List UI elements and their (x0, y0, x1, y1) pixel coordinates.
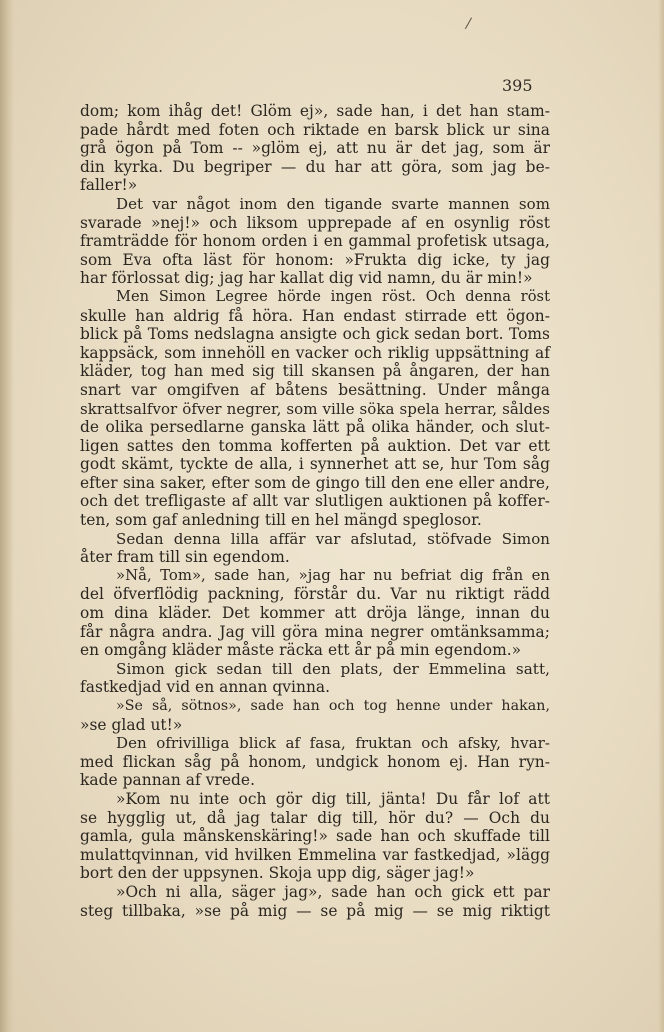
text-line: »Se så, sötnos», sade han och tog henne under hakan, (116, 698, 550, 714)
text-line: »Och ni alla, säger jag», sade han och gick ett par (116, 882, 550, 901)
binding-gutter (0, 0, 14, 1032)
text-line: Men Simon Legree hörde ingen röst. Och denna röst (116, 287, 550, 305)
text-line: skulle han aldrig få höra. Han endast stirrade ett ögon- (80, 306, 550, 325)
text-line: svarade »nej!» och liksom upprepade af en osynlig röst (80, 213, 550, 232)
text-line: om dina kläder. Det kommer att dröja länge, innan du (80, 604, 550, 623)
text-line: har förlossat dig; jag har kallat dig vid namn, du är min!» (80, 269, 533, 288)
text-line: Det var något inom den tigande svarte mannen som (116, 194, 550, 213)
text-line: dom; kom ihåg det! Glöm ej», sade han, i det han stam- (80, 102, 550, 120)
page-number: 395 (502, 76, 533, 95)
body-text (80, 102, 550, 920)
text-line: pade hårdt med foten och riktade en barsk blick ur sina (80, 120, 550, 139)
text-line: steg tillbaka, »se på mig — se på mig — se mig riktigt (80, 901, 550, 920)
text-line: som Eva ofta läst för honom: »Frukta dig icke, ty jag (80, 250, 550, 269)
text-line: en omgång kläder måste räcka ett år på min egendom.» (80, 641, 522, 660)
text-line: kade pannan af vrede. (80, 771, 256, 790)
text-line: och det trefligaste af allt var slutligen auktionen på koffer- (80, 492, 550, 511)
text-line: »se glad ut!» (80, 715, 183, 734)
text-line: »Kom nu inte och gör dig till, jänta! Du får lof att (116, 789, 550, 808)
stray-pencil-mark: / (464, 13, 473, 33)
text-line: åter fram till sin egendom. (80, 548, 290, 567)
page-edge (658, 0, 664, 1032)
text-line: de olika persedlarne ganska lätt på olika händer, och slut- (80, 418, 550, 437)
text-line: efter sina saker, efter som de gingo till den ene eller andre, (80, 473, 550, 492)
text-line: Simon gick sedan till den plats, der Emmelina satt, (116, 659, 550, 678)
text-line: faller!» (80, 176, 138, 195)
text-line: får några andra. Jag vill göra mina negrer omtänksamma; (80, 622, 550, 641)
text-line: godt skämt, tyckte de alla, i synnerhet att se, hur Tom såg (80, 455, 550, 474)
text-line: ligen sattes den tomma kofferten på auktion. Det var ett (80, 436, 550, 455)
text-line: fastkedjad vid en annan qvinna. (80, 678, 331, 697)
text-line: grå ögon på Tom -- »glöm ej, att nu är det jag, som är (80, 139, 550, 158)
text-line: Den ofrivilliga blick af fasa, fruktan och afsky, hvar- (116, 734, 550, 753)
text-line: framträdde för honom orden i en gammal profetisk utsaga, (80, 232, 550, 251)
text-line: din kyrka. Du begriper — du har att göra, som jag be- (80, 157, 550, 176)
text-line: kappsäck, som innehöll en vacker och riklig uppsättning af (80, 343, 550, 362)
text-line: snart var omgifven af båtens besättning. Under många (80, 380, 550, 399)
text-line: »Nå, Tom», sade han, »jag har nu befriat dig från en (116, 566, 550, 584)
text-line: gamla, gula månskenskäring!» sade han och skuffade till (80, 827, 550, 846)
text-line: med flickan såg på honom, undgick honom ej. Han ryn- (80, 752, 550, 771)
text-line: bort den der uppsynen. Skoja upp dig, säger jag!» (80, 864, 475, 883)
text-line: del öfverflödig packning, förstår du. Var nu riktigt rädd (80, 585, 550, 604)
text-line: skrattsalfvor öfver negrer, som ville söka spela herrar, såldes (80, 399, 550, 418)
text-line: se hygglig ut, då jag talar dig till, hör du? — Och du (80, 808, 550, 827)
text-line: blick på Toms nedslagna ansigte och gick sedan bort. Toms (80, 325, 550, 344)
text-line: Sedan denna lilla affär var afslutad, stöfvade Simon (116, 529, 550, 548)
text-line: ten, som gaf anledning till en hel mängd speglosor. (80, 511, 482, 530)
text-line: mulattqvinnan, vid hvilken Emmelina var fastkedjad, »lägg (80, 845, 550, 864)
text-line: kläder, tog han med sig till skansen på ångaren, der han (80, 362, 550, 381)
